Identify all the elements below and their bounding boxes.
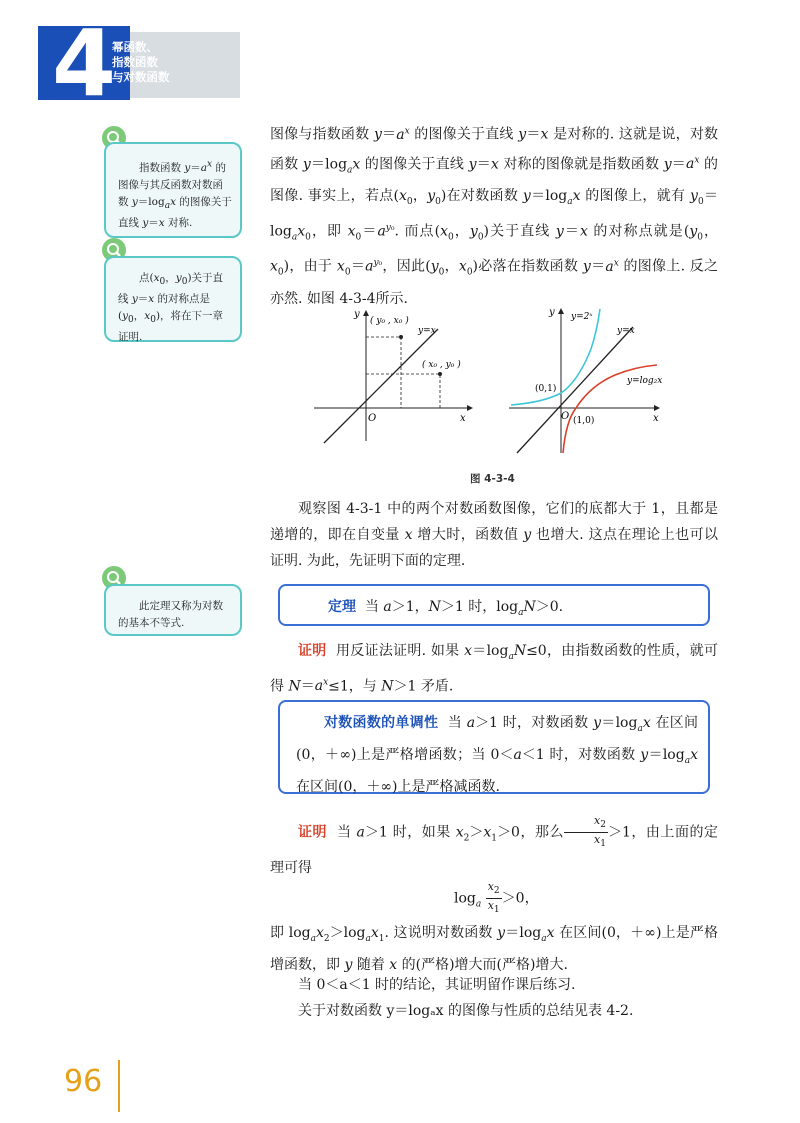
- point-label-0-1: (0,1): [535, 384, 557, 394]
- figure-symmetric-points: [310, 305, 480, 445]
- chapter-title: 幂函数、 指数函数 与对数函数: [112, 40, 170, 84]
- axis-label-y: y: [549, 307, 555, 318]
- monotonic-label: 对数函数的单调性: [324, 715, 439, 731]
- theorem-statement: 定理 当 a＞1，N＞1 时，$\log_aN>0$.: [328, 599, 564, 618]
- side-note-inequality: [104, 584, 242, 636]
- side-note-inverse: [104, 142, 242, 238]
- side-note-text: 指数函数 $y=a^x$ 的图像与其反函数对数函数 $y=\log_ax$ 的图像关于直线 y＝x 对称.: [118, 159, 232, 229]
- paragraph-exercise: 当 0＜a＜1 时的结论，其证明留作课后练习.: [298, 977, 576, 993]
- line-label: y=x: [617, 326, 635, 336]
- paragraph-symmetry: 图像与指数函数 $y=a^x$ 的图像关于直线 y＝x 是对称的. 这就是说，对数函数 $y=\log_ax$ 的图像关于直线 y＝x 对称的图像就是指数函数 $y=a^x$ 的图像. 事实上，若点($x_0$，$y_0$)在对数函数 $y=\log_ax$ 的图像上，就有 $y_0=\log_ax_0$，即 $x_0=a^{y_0}$. 而点($x_0$，$y_0$)关于直线 y＝x 的对称点就是($y_0$，$x_0$)，由于 $x_0=a^{y_0}$，因此($y_0$，$x_0$)必落在指数函数 $y=a^x$ 的图像上. 反之亦然. 如图 4-3-4所示.: [270, 126, 719, 307]
- side-note-text: 点($x_0$，$y_0$)关于直线 y＝x 的对称点是($y_0$，$x_0$)，将在下一章证明.: [118, 272, 224, 344]
- axis-label-x: x: [460, 413, 466, 424]
- proof-label: 证明: [298, 643, 327, 659]
- theorem-box: [278, 584, 710, 626]
- point-label-2: ( x₀ , y₀ ): [422, 360, 461, 370]
- theorem-label: 定理: [328, 599, 356, 615]
- axis-label-y: y: [354, 309, 360, 320]
- side-note-text: 此定理又称为对数的基本不等式.: [118, 600, 223, 629]
- paragraph-table-ref: 关于对数函数 y＝logₐx 的图像与性质的总结见表 4-2.: [298, 1003, 634, 1019]
- formula-log-ratio: $\log_a$ $\frac{x_2}{x_1}$ ＞0，: [454, 880, 539, 916]
- log-label: y=log₂x: [627, 376, 663, 386]
- monotonicity-statement: 对数函数的单调性 当 a＞1 时，对数函数 $y=\log_ax$ 在区间(0，＋∞)上是严格增函数；当 0＜a＜1 时，对数函数 $y=\log_ax$ 在区间(0，＋∞)上是严格减函数.: [296, 715, 699, 795]
- side-note-symmetric-point: [104, 256, 242, 342]
- origin-label: O: [368, 413, 377, 424]
- paragraph-proof-theorem: 证明 用反证法证明. 如果 $x=\log_aN\le 0$，由指数函数的性质，就可得 $N=a^x\le 1$，与 N＞1 矛盾.: [270, 643, 718, 695]
- monotonicity-box: [278, 700, 710, 794]
- line-y-equals-x: [324, 329, 438, 443]
- paragraph-conclusion: 即 $\log_ax_2>\log_ax_1$. 这说明对数函数 $y=\log_ax$ 在区间(0，＋∞)上是严格增函数，即 y 随着 x 的(严格)增大而(严格)增大.: [270, 925, 718, 973]
- page-number-divider: [118, 1060, 120, 1112]
- origin-label: O: [561, 411, 570, 422]
- exp-label: y=2ˣ: [571, 312, 593, 322]
- paragraph-observation: 观察图 4-3-1 中的两个对数函数图像，它们的底都大于 1，且都是递增的，即在自变量 x 增大时，函数值 y 也增大. 这点在理论上也可以证明. 为此，先证明下面的定理.: [270, 501, 718, 569]
- line-label: y=x: [418, 326, 436, 336]
- figure-caption: 图 4-3-4: [470, 473, 515, 485]
- page-number: 96: [64, 1064, 103, 1099]
- point-label-1-0: (1,0): [573, 416, 595, 426]
- chapter-number: 4: [52, 10, 115, 117]
- proof-label: 证明: [298, 824, 328, 841]
- point-label-1: ( y₀ , x₀ ): [370, 316, 409, 326]
- axis-label-x: x: [653, 413, 659, 424]
- figure-exp-log-graphs: [505, 303, 665, 458]
- point-y0-x0: [399, 335, 403, 339]
- paragraph-proof-monotonic: 证明 当 a＞1 时，如果 $x_2>x_1>0$，那么 $\frac{x_2}{x_1}$ ＞1，由上面的定理可得: [270, 814, 718, 877]
- point-x0-y0: [438, 372, 442, 376]
